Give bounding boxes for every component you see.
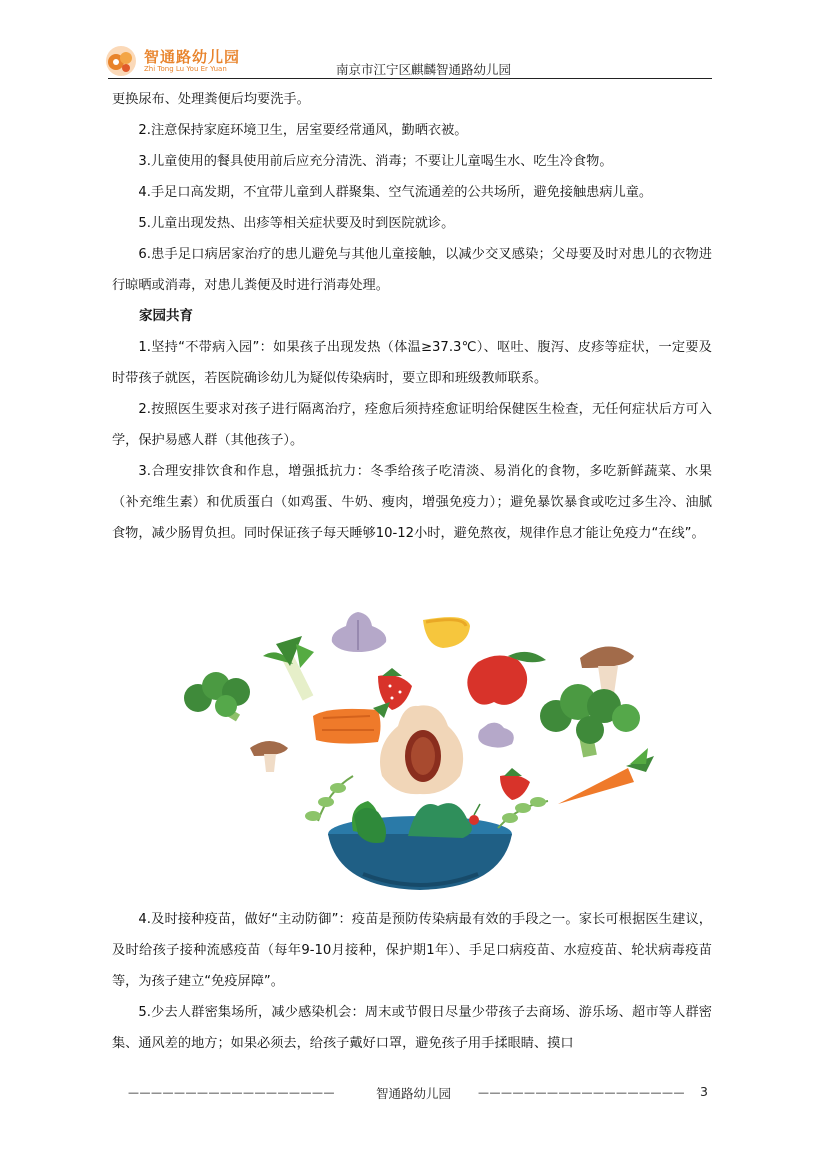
logo-pinyin-name: Zhi Tong Lu You Er Yuan: [144, 65, 227, 73]
carrot-icon: [558, 748, 654, 804]
paragraph-item-5: 5.儿童出现发热、出疹等相关症状要及时到医院就诊。: [138, 216, 455, 231]
paragraph-item-2: 2.注意保持家庭环境卫生，居室要经常通风，勤晒衣被。: [138, 123, 468, 138]
document-body: [112, 84, 712, 549]
paragraph-item-6: 6.患手足口病居家治疗的患儿避免与其他儿童接触，以减少交叉感染；父母要及时对患儿的衣物进行晾晒或消毒，对患儿粪便及时进行消毒处理。: [112, 247, 712, 293]
logo-chinese-name: 智通路幼儿园: [144, 48, 241, 66]
mushroom-left-icon: [250, 741, 288, 772]
garlic-small-icon: [478, 723, 514, 748]
paragraph-item-3: 3.儿童使用的餐具使用前后应充分清洗、消毒；不要让儿童喝生水、吃生冷食物。: [138, 154, 613, 169]
header-divider: [108, 78, 712, 79]
home-school-item-4: 4.及时接种疫苗，做好“主动防御”：疫苗是预防传染病最有效的手段之一。家长可根据医生建议，及时给孩子接种流感疫苗（每年9-10月接种，保护期1年）、手足口病疫苗、水痘疫苗、轮状病毒疫苗等，为孩子建立“免疫屏障”。: [112, 912, 712, 989]
page-number: 3: [700, 1084, 708, 1099]
home-school-item-3: 3.合理安排饮食和作息，增强抵抗力：冬季给孩子吃清淡、易消化的食物，多吃新鲜蔬菜、水果（补充维生素）和优质蛋白（如鸡蛋、牛奶、瘦肉，增强免疫力）；避免暴饮暴食或吃过多生冷、油腻食物，减少肠胃负担。同时保证孩子每天睡够10-12小时，避免熬夜，规律作息才能让免疫力“在线”。: [112, 464, 712, 541]
broccoli-right-icon: [540, 684, 640, 756]
cherry-icon: [469, 804, 480, 825]
herb-sprig-left-icon: [305, 776, 353, 821]
section-heading: 家园共育: [139, 308, 193, 324]
mushroom-right-icon: [580, 646, 634, 694]
garlic-icon: [332, 612, 386, 652]
page-footer: [0, 1078, 827, 1104]
strawberry-icon: [378, 668, 412, 710]
herb-sprig-right-icon: [498, 797, 548, 828]
home-school-item-5: 5.少去人群密集场所，减少感染机会：周末或节假日尽量少带孩子去商场、游乐场、超市等人群密集、通风差的地方；如果必须去，给孩子戴好口罩，避免孩子用手揉眼睛、摸口: [112, 1005, 712, 1051]
paragraph-continued: 更换尿布、处理粪便后均要洗手。: [112, 92, 310, 107]
vegetable-bowl-illustration: [178, 606, 664, 900]
footer-school-name: 智通路幼儿园: [375, 1086, 451, 1101]
broccoli-left-icon: [184, 672, 250, 718]
paragraph-item-4: 4.手足口高发期，不宜带儿童到人群聚集、空气流通差的公共场所，避免接触患病儿童。: [138, 185, 653, 200]
document-body-continued: [112, 904, 712, 1059]
carrot-bunch-icon: [313, 702, 390, 744]
home-school-item-2: 2.按照医生要求对孩子进行隔离治疗，痊愈后须持痊愈证明给保健医生检查，无任何症状后方可入学，保护易感人群（其他孩子）。: [112, 402, 712, 448]
footer-dashes-left: ——————————————————: [128, 1086, 335, 1099]
strawberry-small-icon: [500, 768, 530, 800]
page-header-title: 南京市江宁区麒麟智通路幼儿园: [335, 62, 511, 77]
home-school-item-1: 1.坚持“不带病入园”：如果孩子出现发热（体温≥37.3℃）、呕吐、腹泻、皮疹等症状，一定要及时带孩子就医，若医院确诊幼儿为疑似传染病时，要立即和班级教师联系。: [112, 340, 712, 386]
footer-dashes-right: ——————————————————: [478, 1086, 685, 1099]
lemon-icon: [423, 617, 470, 648]
papaya-icon: [380, 705, 463, 794]
leek-icon: [263, 636, 314, 698]
apple-icon: [467, 652, 546, 705]
